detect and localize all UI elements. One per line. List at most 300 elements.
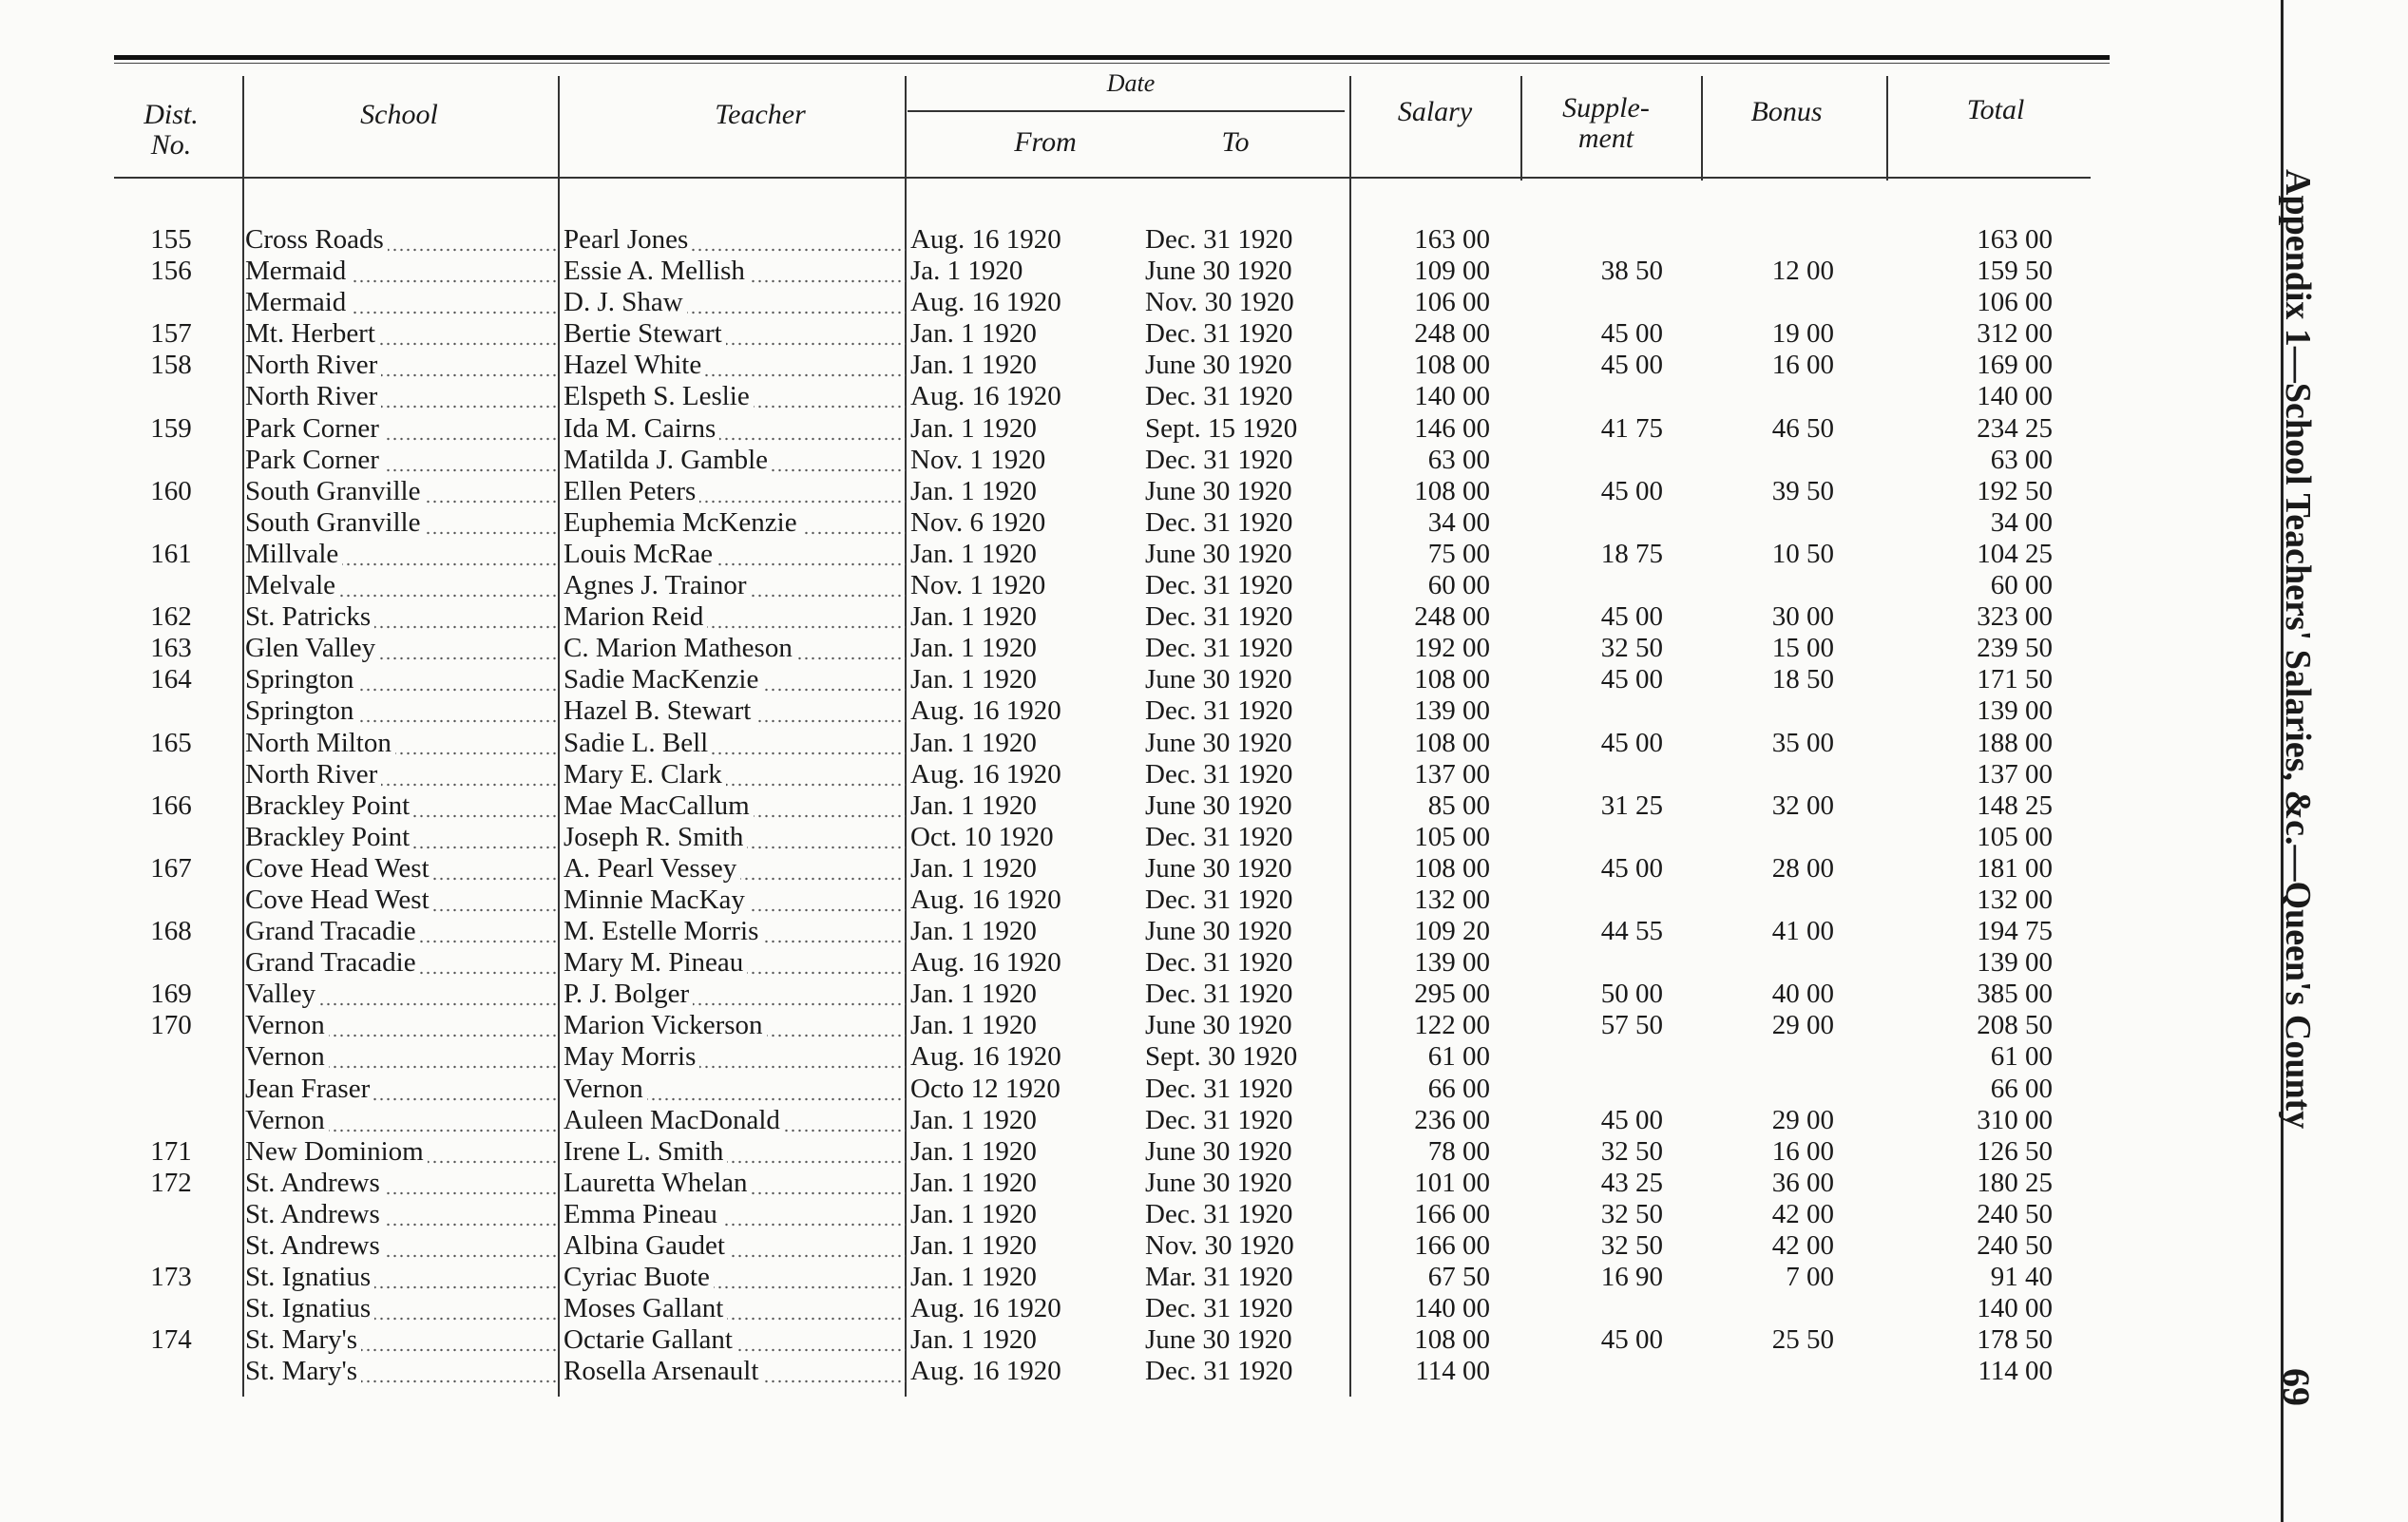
cell-teacher xyxy=(564,1168,906,1199)
cell-salary-text: 63 00 xyxy=(1427,444,1490,475)
cell-salary-text: 166 00 xyxy=(1414,1230,1490,1261)
cell-total-text: 140 00 xyxy=(1977,381,2053,412)
cell-total-text: 148 25 xyxy=(1977,790,2053,821)
cell-bonus xyxy=(1710,916,1834,947)
cell-to-text: June 30 1920 xyxy=(1145,664,1292,695)
cell-from xyxy=(910,476,1110,507)
cell-from xyxy=(910,1168,1110,1199)
cell-salary-text: 139 00 xyxy=(1414,695,1490,727)
cell-salary xyxy=(1368,822,1490,853)
cell-salary xyxy=(1368,1293,1490,1324)
cell-salary xyxy=(1368,318,1490,350)
cell-from-text: Jan. 1 1920 xyxy=(910,412,1037,444)
cell-school xyxy=(245,979,559,1010)
cell-total-text: 240 50 xyxy=(1977,1230,2053,1261)
cell-total xyxy=(1920,790,2053,822)
cell-supp xyxy=(1539,601,1663,633)
cell-from-text: Jan. 1 1920 xyxy=(910,790,1037,821)
cell-supp xyxy=(1539,1230,1663,1262)
cell-teacher xyxy=(564,979,906,1010)
cell-to xyxy=(1145,1230,1349,1262)
cell-school xyxy=(245,476,559,507)
cell-teacher xyxy=(564,664,906,695)
cell-total-text: 169 00 xyxy=(1977,350,2053,381)
cell-from-text: Nov. 6 1920 xyxy=(910,506,1046,538)
table-row xyxy=(0,1041,2186,1073)
cell-from xyxy=(910,979,1110,1010)
cell-salary xyxy=(1368,947,1490,979)
cell-total-text: 34 00 xyxy=(1990,506,2053,538)
cell-school-text: Grand Tracadie xyxy=(245,947,420,978)
cell-from-text: Jan. 1 1920 xyxy=(910,1167,1037,1198)
cell-to-text: Dec. 31 1920 xyxy=(1145,633,1293,664)
cell-supp xyxy=(1539,1105,1663,1136)
cell-teacher-text: A. Pearl Vessey xyxy=(564,853,740,884)
cell-to-text: Dec. 31 1920 xyxy=(1145,381,1293,412)
cell-salary xyxy=(1368,664,1490,695)
cell-from-text: Jan. 1 1920 xyxy=(910,538,1037,569)
cell-dist xyxy=(133,979,209,1010)
cell-to-text: Mar. 31 1920 xyxy=(1145,1262,1293,1293)
cell-to xyxy=(1145,539,1349,570)
cell-salary-text: 108 00 xyxy=(1414,727,1490,758)
cell-total xyxy=(1920,1356,2053,1387)
table-row xyxy=(0,381,2186,412)
cell-salary-text: 60 00 xyxy=(1427,570,1490,601)
cell-dist-text: 165 xyxy=(150,727,192,758)
cell-to xyxy=(1145,601,1349,633)
cell-supp-text: 50 00 xyxy=(1600,979,1663,1010)
cell-salary-text: 139 00 xyxy=(1414,947,1490,979)
cell-from-text: Jan. 1 1920 xyxy=(910,1135,1037,1167)
cell-from-text: Jan. 1 1920 xyxy=(910,1230,1037,1261)
header-from: From xyxy=(1014,126,1077,158)
cell-from-text: Jan. 1 1920 xyxy=(910,1198,1037,1229)
cell-total xyxy=(1920,1168,2053,1199)
cell-dist-text: 162 xyxy=(150,601,192,633)
cell-total-text: 114 00 xyxy=(1978,1356,2053,1387)
cell-dist-text: 167 xyxy=(150,852,192,884)
cell-teacher xyxy=(564,601,906,633)
cell-school-text: New Dominiom xyxy=(245,1136,428,1167)
cell-salary-text: 109 20 xyxy=(1414,916,1490,947)
cell-total xyxy=(1920,633,2053,664)
cell-school xyxy=(245,695,559,727)
cell-to xyxy=(1145,318,1349,350)
cell-teacher-text: Matilda J. Gamble xyxy=(564,445,772,475)
cell-total-text: 106 00 xyxy=(1977,287,2053,318)
cell-total-text: 66 00 xyxy=(1990,1073,2053,1104)
cell-school-text: St. Mary's xyxy=(245,1324,361,1355)
cell-dist xyxy=(133,318,209,350)
cell-from-text: Jan. 1 1920 xyxy=(910,916,1037,947)
cell-salary-text: 78 00 xyxy=(1427,1135,1490,1167)
cell-school-text: Millvale xyxy=(245,539,342,569)
cell-total-text: 61 00 xyxy=(1990,1041,2053,1073)
cell-salary xyxy=(1368,790,1490,822)
cell-dist-text: 163 xyxy=(150,633,192,664)
cell-total xyxy=(1920,1199,2053,1230)
cell-total-text: 180 25 xyxy=(1977,1167,2053,1198)
table-row xyxy=(0,633,2186,664)
cell-bonus xyxy=(1710,979,1834,1010)
cell-from-text: Jan. 1 1920 xyxy=(910,318,1037,350)
cell-salary-text: 108 00 xyxy=(1414,350,1490,381)
cell-teacher xyxy=(564,224,906,256)
cell-teacher-text: C. Marion Matheson xyxy=(564,633,796,663)
cell-supp xyxy=(1539,1262,1663,1293)
cell-total xyxy=(1920,539,2053,570)
cell-from xyxy=(910,287,1110,318)
cell-salary xyxy=(1368,695,1490,727)
cell-teacher xyxy=(564,256,906,287)
cell-school xyxy=(245,287,559,318)
table-row xyxy=(0,1010,2186,1041)
cell-salary xyxy=(1368,287,1490,318)
cell-from-text: Oct. 10 1920 xyxy=(910,821,1054,852)
cell-salary-text: 75 00 xyxy=(1427,538,1490,569)
cell-teacher xyxy=(564,822,906,853)
cell-supp xyxy=(1539,413,1663,445)
cell-total xyxy=(1920,287,2053,318)
cell-supp xyxy=(1539,350,1663,381)
cell-school xyxy=(245,728,559,759)
cell-from-text: Nov. 1 1920 xyxy=(910,570,1046,601)
cell-school xyxy=(245,664,559,695)
cell-total-text: 104 25 xyxy=(1977,538,2053,569)
cell-from xyxy=(910,695,1110,727)
cell-teacher xyxy=(564,539,906,570)
cell-supp xyxy=(1539,476,1663,507)
cell-school xyxy=(245,1293,559,1324)
cell-dist xyxy=(133,633,209,664)
cell-from xyxy=(910,507,1110,539)
cell-teacher xyxy=(564,947,906,979)
cell-school-text: Springton xyxy=(245,664,357,694)
cell-supp-text: 44 55 xyxy=(1600,916,1663,947)
table-row xyxy=(0,413,2186,445)
cell-teacher xyxy=(564,759,906,790)
cell-salary-text: 108 00 xyxy=(1414,1324,1490,1356)
cell-to xyxy=(1145,445,1349,476)
cell-to xyxy=(1145,1356,1349,1387)
cell-to xyxy=(1145,1293,1349,1324)
cell-from xyxy=(910,1199,1110,1230)
header-supplement-line1: Supple- xyxy=(1562,92,1650,124)
cell-dist-text: 169 xyxy=(150,979,192,1010)
cell-dist xyxy=(133,1168,209,1199)
cell-bonus-text: 18 50 xyxy=(1771,664,1834,695)
header-total: Total xyxy=(1966,94,2025,125)
cell-to-text: Dec. 31 1920 xyxy=(1145,506,1293,538)
cell-total-text: 310 00 xyxy=(1977,1104,2053,1135)
cell-teacher-text: Vernon xyxy=(564,1074,647,1104)
cell-teacher-text: May Morris xyxy=(564,1041,699,1072)
cell-to xyxy=(1145,1041,1349,1073)
cell-school-text: Cove Head West xyxy=(245,885,433,915)
cell-to-text: Dec. 31 1920 xyxy=(1145,947,1293,979)
table-row xyxy=(0,224,2186,256)
cell-school xyxy=(245,1074,559,1105)
cell-salary-text: 105 00 xyxy=(1414,821,1490,852)
cell-salary-text: 34 00 xyxy=(1427,506,1490,538)
cell-dist xyxy=(133,539,209,570)
cell-total-text: 163 00 xyxy=(1977,224,2053,255)
cell-total xyxy=(1920,695,2053,727)
cell-total-text: 194 75 xyxy=(1977,916,2053,947)
cell-from-text: Jan. 1 1920 xyxy=(910,1324,1037,1356)
cell-salary-text: 137 00 xyxy=(1414,758,1490,790)
cell-bonus-text: 32 00 xyxy=(1771,790,1834,821)
cell-school xyxy=(245,947,559,979)
cell-from-text: Aug. 16 1920 xyxy=(910,1041,1061,1073)
cell-teacher-text: Cyriac Buote xyxy=(564,1262,714,1292)
cell-teacher xyxy=(564,1293,906,1324)
cell-to xyxy=(1145,1074,1349,1105)
cell-school xyxy=(245,790,559,822)
cell-from xyxy=(910,1262,1110,1293)
cell-from xyxy=(910,790,1110,822)
cell-school-text: Vernon xyxy=(245,1010,329,1040)
cell-total xyxy=(1920,350,2053,381)
cell-to-text: Sept. 15 1920 xyxy=(1145,412,1298,444)
cell-to xyxy=(1145,1168,1349,1199)
table-row xyxy=(0,695,2186,727)
cell-teacher xyxy=(564,790,906,822)
cell-supp xyxy=(1539,664,1663,695)
cell-from xyxy=(910,759,1110,790)
cell-school-text: St. Ignatius xyxy=(245,1262,374,1292)
cell-salary xyxy=(1368,1074,1490,1105)
cell-total xyxy=(1920,570,2053,601)
cell-supp-text: 57 50 xyxy=(1600,1010,1663,1041)
cell-total xyxy=(1920,1293,2053,1324)
date-header-rule xyxy=(908,110,1345,112)
cell-from-text: Aug. 16 1920 xyxy=(910,287,1061,318)
cell-bonus xyxy=(1710,1262,1834,1293)
cell-to xyxy=(1145,1136,1349,1168)
cell-salary xyxy=(1368,1136,1490,1168)
cell-school-text: St. Andrews xyxy=(245,1168,384,1198)
cell-from-text: Jan. 1 1920 xyxy=(910,633,1037,664)
cell-school xyxy=(245,445,559,476)
cell-total-text: 208 50 xyxy=(1977,1010,2053,1041)
cell-school-text: Park Corner xyxy=(245,445,383,475)
cell-supp-text: 32 50 xyxy=(1600,1135,1663,1167)
cell-supp-text: 16 90 xyxy=(1600,1262,1663,1293)
cell-supp xyxy=(1539,256,1663,287)
cell-total-text: 91 40 xyxy=(1990,1262,2053,1293)
cell-to-text: Dec. 31 1920 xyxy=(1145,695,1293,727)
cell-teacher xyxy=(564,1074,906,1105)
cell-total xyxy=(1920,507,2053,539)
header-date: Date xyxy=(1106,69,1156,97)
cell-salary xyxy=(1368,979,1490,1010)
cell-to-text: Dec. 31 1920 xyxy=(1145,1356,1293,1387)
col-sep-bonus xyxy=(1701,76,1703,181)
cell-teacher-text: Octarie Gallant xyxy=(564,1324,736,1355)
cell-school-text: Glen Valley xyxy=(245,633,379,663)
cell-to xyxy=(1145,695,1349,727)
cell-teacher-text: Marion Reid xyxy=(564,601,707,632)
cell-bonus-text: 28 00 xyxy=(1771,852,1834,884)
cell-dist-text: 159 xyxy=(150,412,192,444)
cell-to-text: Dec. 31 1920 xyxy=(1145,821,1293,852)
cell-salary xyxy=(1368,633,1490,664)
cell-school xyxy=(245,1105,559,1136)
cell-school-text: South Granville xyxy=(245,476,424,506)
cell-teacher-text: Moses Gallant xyxy=(564,1293,727,1323)
cell-supp-text: 18 75 xyxy=(1600,538,1663,569)
cell-salary xyxy=(1368,1199,1490,1230)
cell-to-text: Dec. 31 1920 xyxy=(1145,1293,1293,1324)
cell-from-text: Aug. 16 1920 xyxy=(910,1356,1061,1387)
cell-salary-text: 140 00 xyxy=(1414,381,1490,412)
cell-school-text: South Granville xyxy=(245,507,424,538)
cell-from-text: Jan. 1 1920 xyxy=(910,979,1037,1010)
cell-school xyxy=(245,601,559,633)
cell-dist-text: 174 xyxy=(150,1324,192,1356)
cell-school-text: St. Patricks xyxy=(245,601,374,632)
table-row xyxy=(0,1230,2186,1262)
cell-school-text: North River xyxy=(245,759,381,790)
table-row xyxy=(0,664,2186,695)
cell-teacher-text: Mary M. Pineau xyxy=(564,947,747,978)
cell-school-text: North River xyxy=(245,350,381,380)
cell-bonus xyxy=(1710,601,1834,633)
cell-to-text: June 30 1920 xyxy=(1145,350,1292,381)
cell-bonus-text: 41 00 xyxy=(1771,916,1834,947)
cell-supp-text: 45 00 xyxy=(1600,1324,1663,1356)
cell-teacher-text: Auleen MacDonald xyxy=(564,1105,784,1135)
cell-school xyxy=(245,413,559,445)
cell-supp xyxy=(1539,1324,1663,1356)
table-row xyxy=(0,1324,2186,1356)
cell-bonus xyxy=(1710,633,1834,664)
cell-total xyxy=(1920,1105,2053,1136)
cell-supp xyxy=(1539,1168,1663,1199)
table-row xyxy=(0,1199,2186,1230)
cell-dist-text: 155 xyxy=(150,224,192,255)
cell-salary xyxy=(1368,413,1490,445)
cell-total-text: 240 50 xyxy=(1977,1198,2053,1229)
cell-total xyxy=(1920,1041,2053,1073)
cell-supp-text: 45 00 xyxy=(1600,852,1663,884)
table-row xyxy=(0,1168,2186,1199)
cell-total xyxy=(1920,224,2053,256)
cell-supp-text: 32 50 xyxy=(1600,1230,1663,1261)
cell-teacher xyxy=(564,1199,906,1230)
table-row xyxy=(0,1356,2186,1387)
cell-school-text: Mermaid xyxy=(245,256,350,286)
table-row xyxy=(0,822,2186,853)
cell-teacher xyxy=(564,318,906,350)
cell-salary xyxy=(1368,1230,1490,1262)
cell-from xyxy=(910,947,1110,979)
cell-salary xyxy=(1368,570,1490,601)
cell-total xyxy=(1920,476,2053,507)
cell-school xyxy=(245,1199,559,1230)
cell-from xyxy=(910,350,1110,381)
cell-school xyxy=(245,507,559,539)
cell-teacher-text: Mary E. Clark xyxy=(564,759,726,790)
cell-total xyxy=(1920,885,2053,916)
cell-from xyxy=(910,1356,1110,1387)
cell-supp-text: 43 25 xyxy=(1600,1167,1663,1198)
cell-school xyxy=(245,224,559,256)
cell-supp xyxy=(1539,1136,1663,1168)
cell-school xyxy=(245,853,559,885)
cell-salary-text: 67 50 xyxy=(1427,1262,1490,1293)
table-row xyxy=(0,601,2186,633)
cell-to-text: June 30 1920 xyxy=(1145,1135,1292,1167)
cell-total xyxy=(1920,256,2053,287)
cell-from-text: Ja. 1 1920 xyxy=(910,256,1023,287)
cell-supp xyxy=(1539,318,1663,350)
table-row xyxy=(0,947,2186,979)
cell-teacher xyxy=(564,695,906,727)
cell-salary-text: 248 00 xyxy=(1414,601,1490,633)
cell-bonus xyxy=(1710,476,1834,507)
side-running-title: Appendix 1—School Teachers' Salaries, &c.—Queen's County xyxy=(2278,169,2318,1130)
cell-salary xyxy=(1368,1010,1490,1041)
cell-total xyxy=(1920,1010,2053,1041)
table-row xyxy=(0,507,2186,539)
cell-bonus-text: 12 00 xyxy=(1771,256,1834,287)
cell-bonus xyxy=(1710,256,1834,287)
cell-bonus-text: 42 00 xyxy=(1771,1230,1834,1261)
cell-teacher-text: P. J. Bolger xyxy=(564,979,693,1009)
cell-salary-text: 109 00 xyxy=(1414,256,1490,287)
cell-bonus-text: 16 00 xyxy=(1771,350,1834,381)
cell-dist-text: 172 xyxy=(150,1167,192,1198)
cell-to-text: Dec. 31 1920 xyxy=(1145,758,1293,790)
cell-from-text: Jan. 1 1920 xyxy=(910,852,1037,884)
cell-bonus-text: 39 50 xyxy=(1771,475,1834,506)
cell-to xyxy=(1145,1199,1349,1230)
cell-school-text: Valley xyxy=(245,979,319,1009)
cell-to xyxy=(1145,507,1349,539)
cell-salary-text: 106 00 xyxy=(1414,287,1490,318)
cell-dist xyxy=(133,728,209,759)
cell-total-text: 188 00 xyxy=(1977,727,2053,758)
cell-bonus-text: 42 00 xyxy=(1771,1198,1834,1229)
cell-teacher-text: Lauretta Whelan xyxy=(564,1168,752,1198)
cell-to xyxy=(1145,1262,1349,1293)
header-teacher: Teacher xyxy=(715,99,806,130)
cell-dist-text: 158 xyxy=(150,350,192,381)
cell-from xyxy=(910,413,1110,445)
cell-salary xyxy=(1368,916,1490,947)
cell-salary xyxy=(1368,381,1490,412)
cell-salary-text: 122 00 xyxy=(1414,1010,1490,1041)
cell-supp xyxy=(1539,853,1663,885)
cell-school-text: St. Ignatius xyxy=(245,1293,374,1323)
cell-teacher xyxy=(564,350,906,381)
cell-total-text: 132 00 xyxy=(1977,884,2053,915)
cell-total-text: 126 50 xyxy=(1977,1135,2053,1167)
cell-teacher-text: Sadie MacKenzie xyxy=(564,664,762,694)
cell-dist xyxy=(133,224,209,256)
cell-dist-text: 173 xyxy=(150,1262,192,1293)
cell-dist-text: 160 xyxy=(150,475,192,506)
header-supplement-line2: ment xyxy=(1577,123,1634,154)
cell-to xyxy=(1145,256,1349,287)
cell-to xyxy=(1145,822,1349,853)
cell-total xyxy=(1920,1230,2053,1262)
cell-total xyxy=(1920,728,2053,759)
cell-total xyxy=(1920,947,2053,979)
